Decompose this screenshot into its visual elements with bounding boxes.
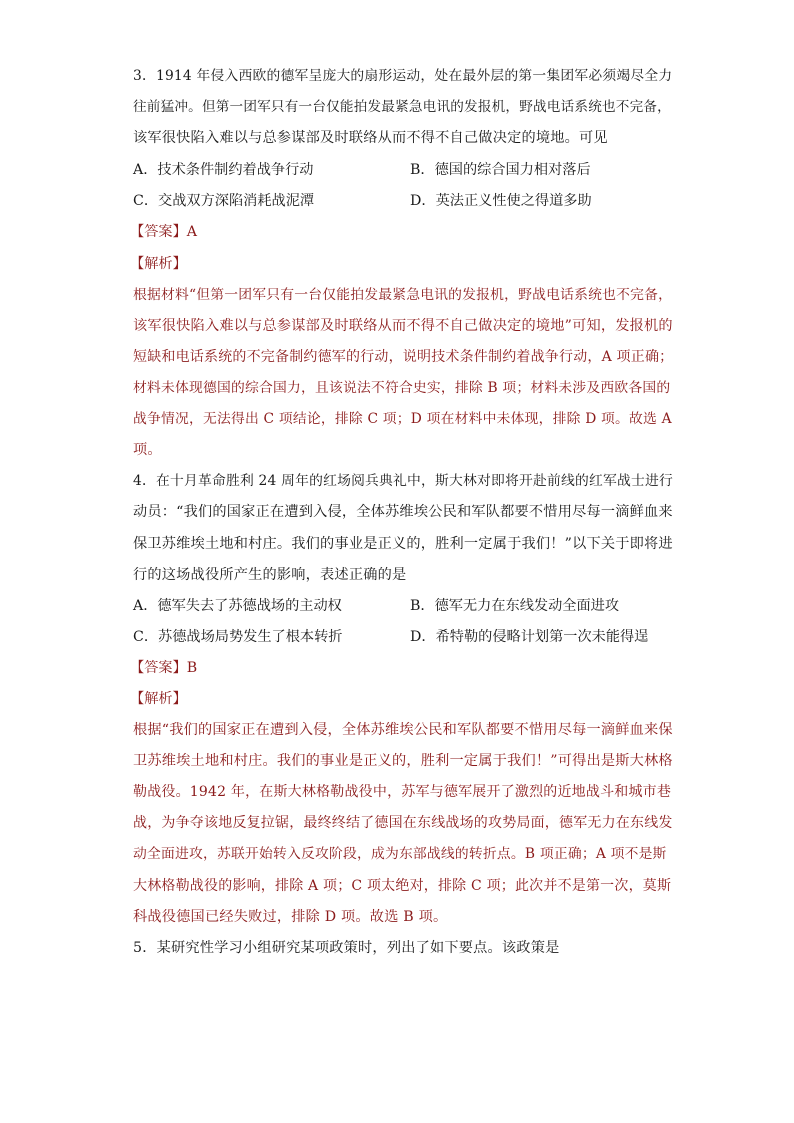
q4-option-b: B．德军无力在东线发动全面进攻 — [410, 598, 620, 614]
q3-stem-line-3: 该军很快陷入难以与总参谋部及时联络从而不得不自己做决定的境地。可见 — [133, 130, 608, 146]
q3-analysis-line-6: 项。 — [133, 442, 162, 458]
q3-analysis-line-2: 该军很快陷入难以与总参谋部及时联络从而不得不自己做决定的境地”可知，发报机的 — [133, 318, 673, 334]
q3-answer-value: A — [186, 224, 198, 240]
q3-analysis-line-4: 材料未体现德国的综合国力，且该说法不符合史实，排除 B 项；材料未涉及西欧各国的 — [133, 380, 671, 396]
q4-answer-label: 【答案】 — [130, 660, 187, 676]
q5-stem-line-1: 5．某研究性学习小组研究某项政策时，列出了如下要点。该政策是 — [133, 940, 560, 956]
q4-analysis-line-6: 大林格勒战役的影响，排除 A 项；C 项太绝对，排除 C 项；此次并不是第一次，莫斯 — [133, 878, 672, 894]
q4-analysis-line-1: 根据“我们的国家正在遭到入侵，全体苏维埃公民和军队都要不惜用尽每一滴鲜血来保 — [133, 722, 673, 738]
q4-analysis-label: 【解析】 — [130, 691, 187, 707]
q4-analysis-line-3: 勒战役。1942 年，在斯大林格勒战役中，苏军与德军展开了激烈的近地战斗和城市巷 — [133, 784, 672, 800]
q4-option-c: C．苏德战场局势发生了根本转折 — [133, 629, 343, 645]
q4-analysis-line-7: 科战役德国已经失败过，排除 D 项。故选 B 项。 — [133, 909, 448, 925]
q4-option-d: D．希特勒的侵略计划第一次未能得逞 — [410, 629, 649, 645]
q3-analysis-line-3: 短缺和电话系统的不完备制约德军的行动，说明技术条件制约着战争行动，A 项正确； — [133, 349, 674, 365]
q3-option-d: D．英法正义性使之得道多助 — [410, 193, 592, 209]
q3-analysis-line-5: 战争情况，无法得出 C 项结论，排除 C 项；D 项在材料中未体现，排除 D 项。故选 A — [133, 411, 672, 427]
q4-stem-line-1: 4．在十月革命胜利 24 周年的红场阅兵典礼中，斯大林对即将开赴前线的红军战士进行 — [133, 473, 673, 489]
q3-option-b: B．德国的综合国力相对落后 — [410, 162, 591, 178]
q4-answer-value: B — [186, 660, 198, 676]
q3-stem-line-2: 往前猛冲。但第一团军只有一台仅能拍发最紧急电讯的发报机，野战电话系统也不完备， — [133, 99, 671, 115]
q3-option-a: A．技术条件制约着战争行动 — [133, 162, 314, 178]
q4-option-a: A．德军失去了苏德战场的主动权 — [133, 598, 342, 614]
q3-analysis-label: 【解析】 — [130, 256, 187, 272]
q3-option-c: C．交战双方深陷消耗战泥潭 — [133, 193, 315, 209]
q4-stem-line-4: 行的这场战役所产生的影响，表述正确的是 — [133, 567, 407, 583]
q4-stem-line-3: 保卫苏维埃土地和村庄。我们的事业是正义的，胜利一定属于我们！”以下关于即将进 — [133, 536, 673, 552]
q3-answer-label: 【答案】 — [130, 224, 187, 240]
q4-analysis-line-5: 动全面进攻，苏联开始转入反攻阶段，成为东部战线的转折点。B 项正确；A 项不是斯 — [133, 846, 667, 862]
q4-analysis-line-2: 卫苏维埃土地和村庄。我们的事业是正义的，胜利一定属于我们！”可得出是斯大林格 — [133, 753, 673, 769]
q4-stem-line-2: 动员：“我们的国家正在遭到入侵，全体苏维埃公民和军队都要不惜用尽每一滴鲜血来 — [133, 504, 673, 520]
q4-analysis-line-4: 战，为争夺该地反复拉锯，最终终结了德国在东线战场的攻势局面，德军无力在东线发 — [133, 815, 673, 831]
q4-answer — [130, 659, 197, 677]
q3-analysis-line-1: 根据材料“但第一团军只有一台仅能拍发最紧急电讯的发报机，野战电话系统也不完备， — [133, 287, 673, 303]
q3-stem-line-1: 3．1914 年侵入西欧的德军呈庞大的扇形运动，处在最外层的第一集团军必须竭尽全力 — [133, 68, 673, 84]
q3-answer — [130, 223, 197, 241]
